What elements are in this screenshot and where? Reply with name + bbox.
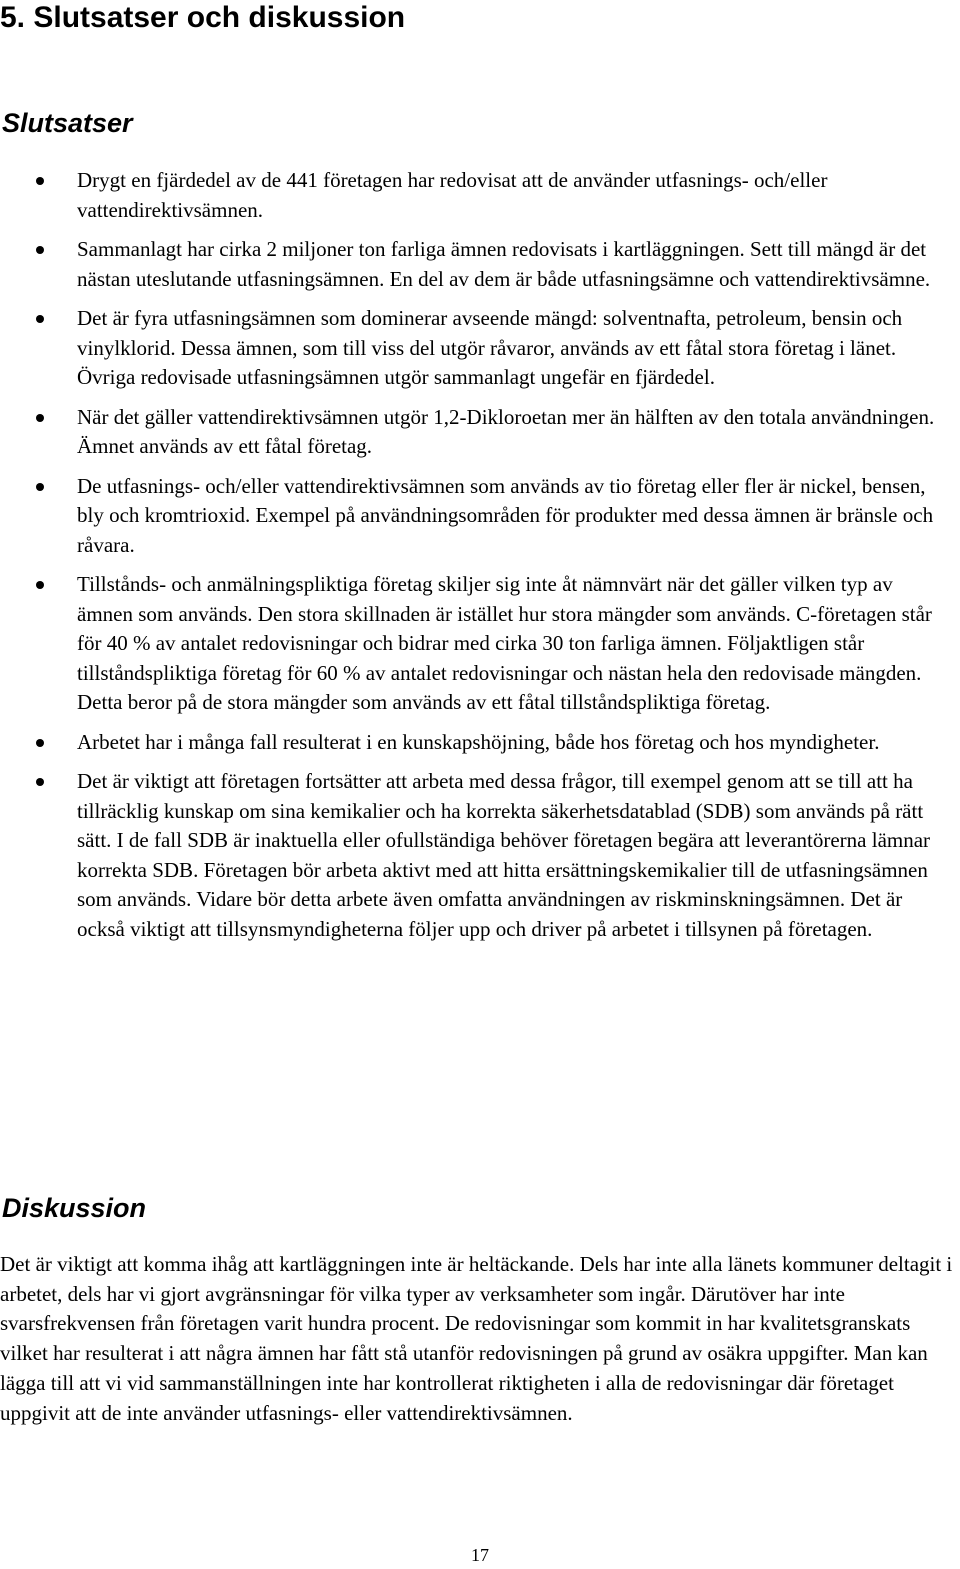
bullet-icon — [36, 483, 44, 491]
bullet-icon — [36, 246, 44, 254]
list-item — [0, 767, 950, 944]
list-item-text: Det är viktigt att företagen fortsätter att arbeta med dessa frågor, till exempel genom att se till att ha tillräcklig kunskap om sina kemikalier och ha korrekta säkerhetsdatablad (SDB) som används på rätt sätt. I de fall SDB är inaktuella eller ofullständiga behöver företagen begära att leverantörerna lämnar korrekta SDB. Företagen bör arbeta aktivt med att hitta ersättningskemikalier till de utfasningsämnen som används. Vidare bör detta arbete även omfatta användningen av riskminskningsämnen. Det är också viktigt att tillsynsmyndigheterna följer upp och driver på arbetet i tillsynen på företagen. — [77, 769, 931, 941]
slutsatser-heading: Slutsatser — [2, 108, 133, 138]
list-item-text: Det är fyra utfasningsämnen som dominerar avseende mängd: solventnafta, petroleum, bensin och vinylklorid. Dessa ämnen, som till viss del utgör råvaror, används av ett fåtal stora företag i länet. Övriga redovisade utfasningsämnen utgör sammanlagt ungefär en fjärdedel. — [77, 306, 903, 389]
page-number: 17 — [471, 1545, 489, 1565]
list-item — [0, 728, 950, 758]
bullet-icon — [36, 177, 44, 185]
diskussion-paragraph: Det är viktigt att komma ihåg att kartläggningen inte är heltäckande. Dels har inte alla länets kommuner deltagit i arbetet, dels har vi gjort avgränsningar för vilka typer av verksamheter som ingår. Därutöver har inte svarsfrekvensen från företagen varit hundra procent. De redovisningar som kommit in har kvalitetsgranskats vilket har resulterat i att några ämnen har fått stå utanför redovisningen på grund av osäkra uppgifter. Man kan lägga till att vi vid sammanställningen inte har kontrollerat riktigheten i alla de redovisningar där företaget uppgivit att de inte använder utfasnings- eller vattendirektivsämnen. — [0, 1252, 953, 1425]
list-item-text: Drygt en fjärdedel av de 441 företagen har redovisat att de använder utfasnings- och/eller vattendirektivsämnen. — [77, 168, 828, 222]
list-item-text: Sammanlagt har cirka 2 miljoner ton farliga ämnen redovisats i kartläggningen. Sett till mängd är det nästan uteslutande utfasningsämnen. En del av dem är både utfasningsämne och vattendirektivsämne. — [77, 237, 931, 291]
list-item-text: Tillstånds- och anmälningspliktiga företag skiljer sig inte åt nämnvärt när det gäller vilken typ av ämnen som används. Den stora skillnaden är istället hur stora mängder som används. C-företagen står för 40 % av antalet redovisningar och bidrar med cirka 30 ton farliga ämnen. Följaktligen står tillståndspliktiga företag för 60 % av antalet redovisningar och nästan hela den redovisade mängden. Detta beror på de stora mängder som används av ett fåtal tillståndspliktiga företag. — [77, 572, 932, 714]
list-item — [0, 166, 950, 225]
list-item — [0, 235, 950, 294]
bullet-icon — [36, 778, 44, 786]
bullet-icon — [36, 581, 44, 589]
bullet-icon — [36, 739, 44, 747]
list-item — [0, 403, 950, 462]
diskussion-heading: Diskussion — [2, 1193, 147, 1223]
bullet-icon — [36, 315, 44, 323]
list-item-text: Arbetet har i många fall resulterat i en kunskapshöjning, både hos företag och hos myndigheter. — [77, 729, 880, 754]
bullet-icon — [36, 414, 44, 422]
list-item — [0, 304, 950, 393]
list-item — [0, 472, 950, 561]
list-item-text: När det gäller vattendirektivsämnen utgör 1,2-Dikloroetan mer än hälften av den totala användningen. Ämnet används av ett fåtal företag. — [77, 404, 935, 458]
slutsatser-list — [0, 166, 950, 954]
section-heading: 5. Slutsatser och diskussion — [0, 1, 406, 34]
list-item-text: De utfasnings- och/eller vattendirektivsämnen som används av tio företag eller fler är nickel, bensen, bly och kromtrioxid. Exempel på användningsområden för produkter med dessa ämnen är bränsle och råvara. — [77, 473, 934, 557]
list-item — [0, 570, 950, 718]
